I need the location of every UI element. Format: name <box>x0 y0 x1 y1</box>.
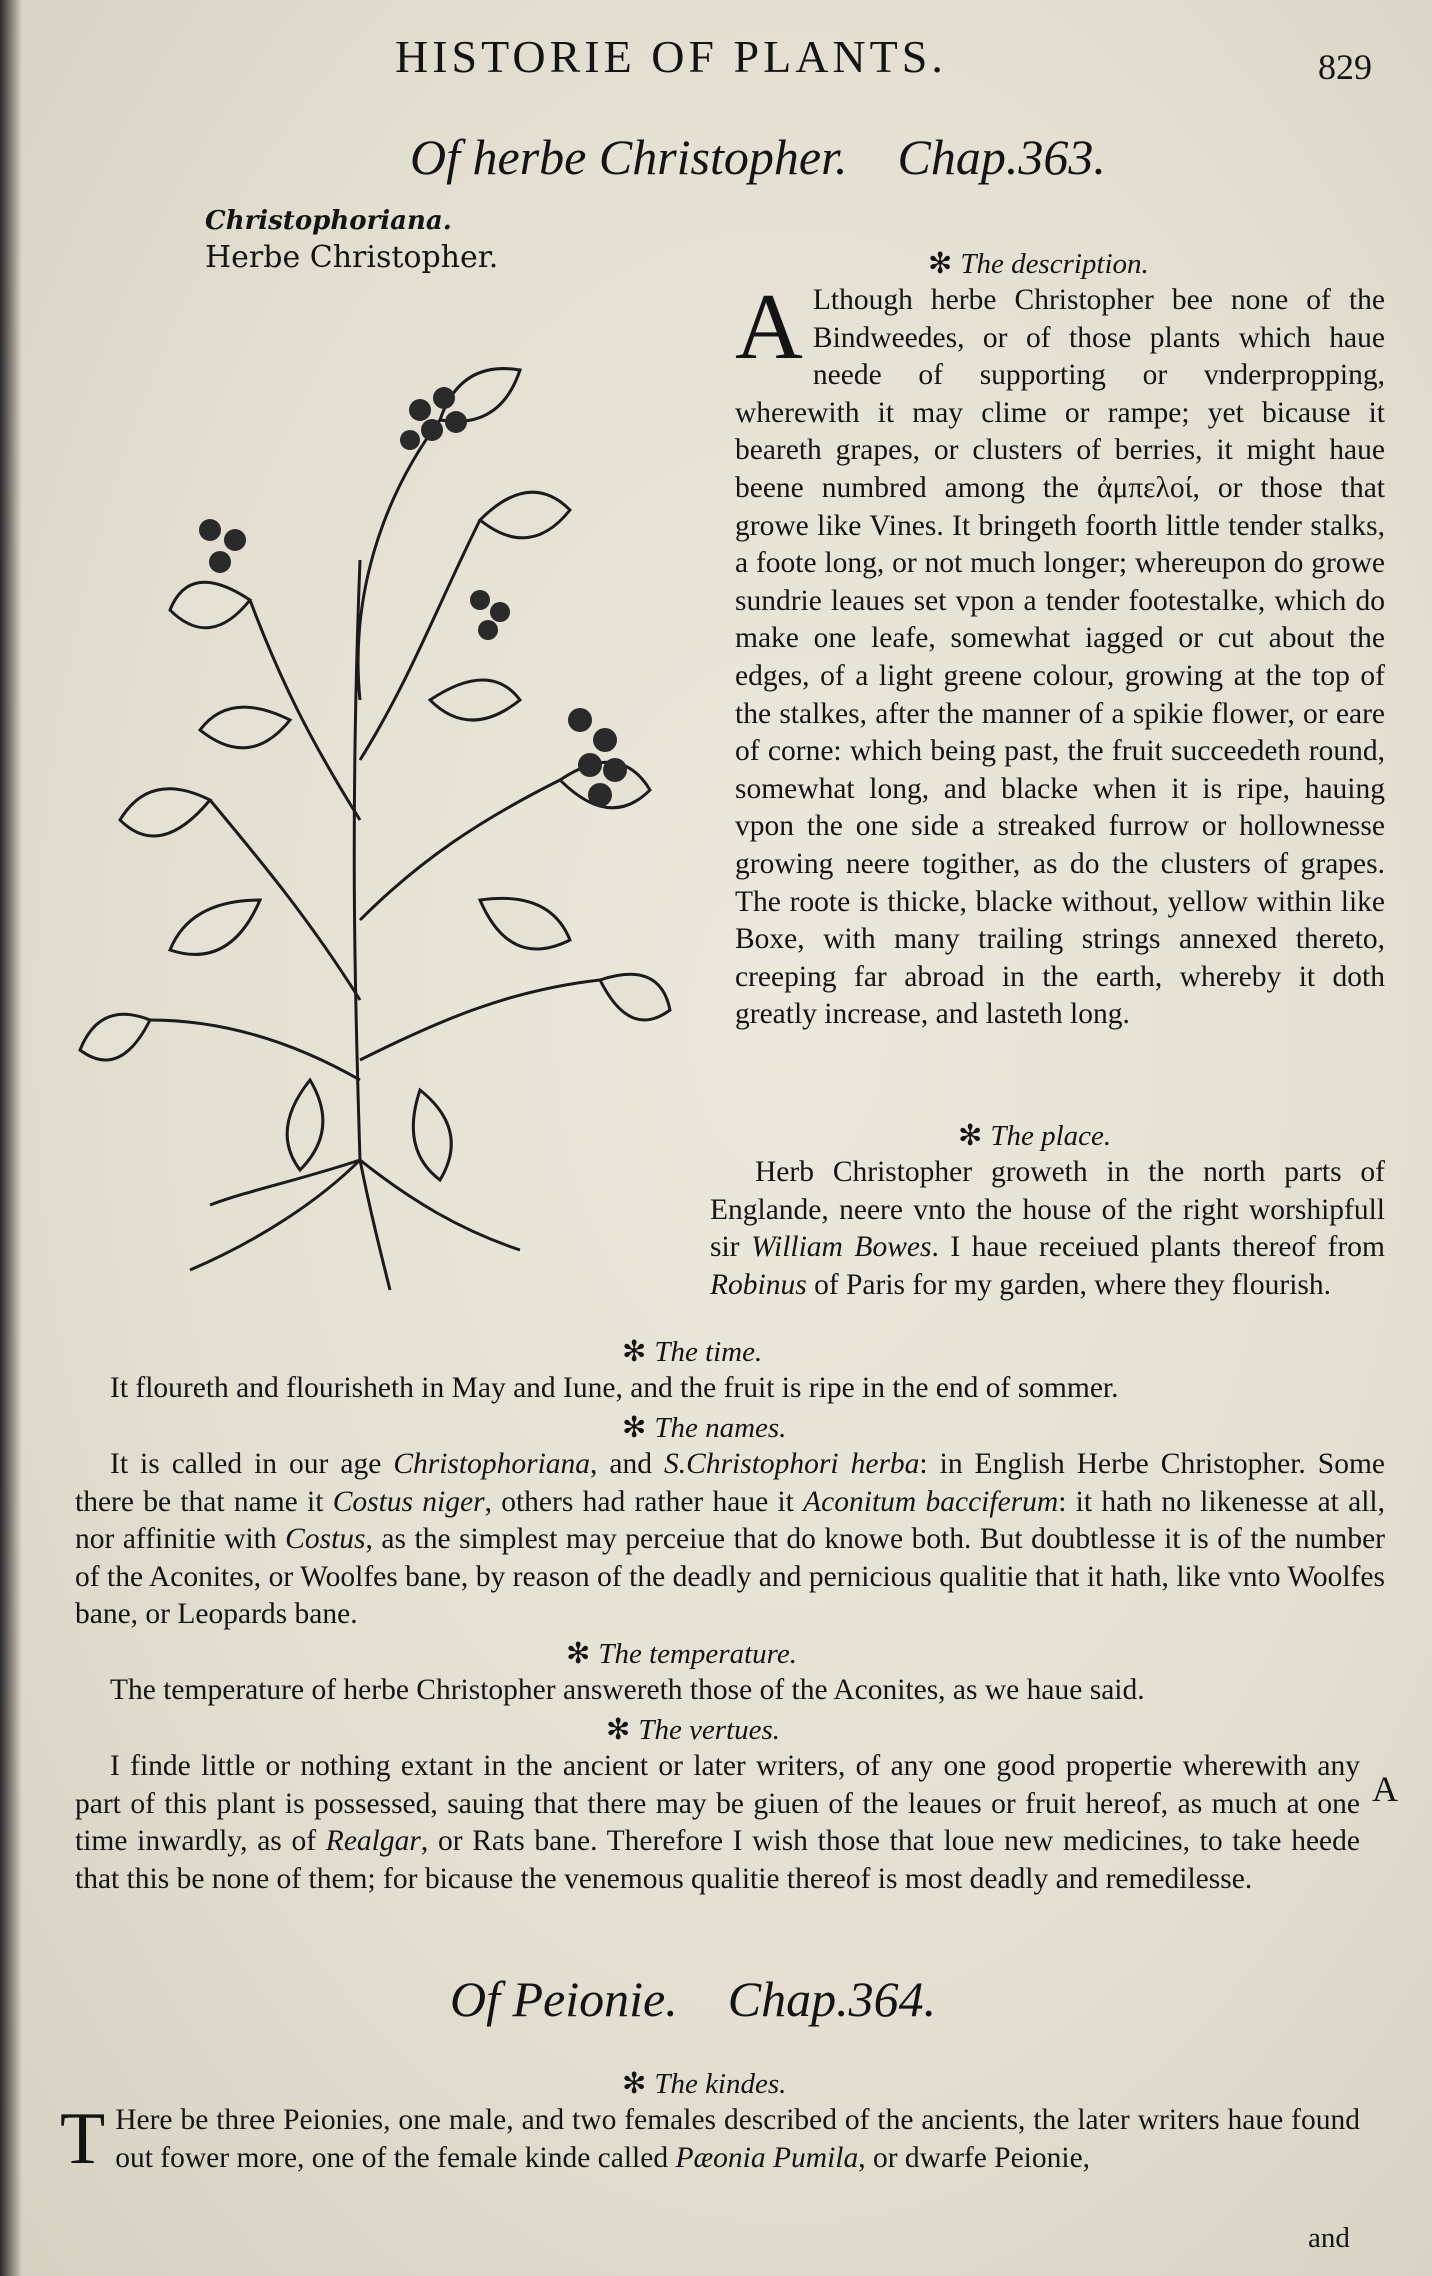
asterisk-icon: ✻ <box>622 2068 647 2100</box>
drop-cap-a: A <box>735 275 803 379</box>
kindes-heading: ✻ The kindes. <box>622 2068 787 2100</box>
margin-marker: A <box>1372 1769 1398 1809</box>
asterisk-icon: ✻ <box>566 1638 591 1670</box>
figure-label-latin: Christophoriana. <box>205 206 452 236</box>
asterisk-icon: ✻ <box>622 1412 647 1444</box>
page-number: 829 <box>1318 47 1372 87</box>
name-william-bowes: William Bowes <box>751 1231 932 1264</box>
temperature-heading: ✻ The temperature. <box>566 1638 797 1670</box>
name-robinus: Robinus <box>710 1268 807 1301</box>
place-heading: ✻ The place. <box>958 1120 1112 1152</box>
names-paragraph: It is called in our age Christophoriana, and S.Christophori herba: in English Herbe Christopher. Some there be that name it Costus niger, others had rather haue it Aconitum bacciferum: it hath no likenesse at all, nor affinitie with Costus, as the simplest may perceiue that do knowe both. But doubtlesse it is of the number of the Aconites, or Woolfes bane, by reason of the deadly and pernicious qualitie that it hath, like vnto Woolfes bane, or Leopards bane. <box>75 1448 1386 1631</box>
chapter-364-number: Chap.364. <box>727 1971 937 2027</box>
chapter-364-heading <box>450 1970 936 2028</box>
chapter-363-title: Of herbe Christopher. <box>410 129 848 185</box>
chapter-363-number: Chap.363. <box>897 129 1106 185</box>
description-heading: ✻ The description. <box>928 248 1149 280</box>
chapter-363-heading <box>410 128 1106 186</box>
names-heading: ✻ The names. <box>622 1412 787 1444</box>
vertues-paragraph: I finde little or nothing extant in the ancient or later writers, of any one good propertie wherewith any part of this plant is possessed, sauing that there may be giuen of the leaues or fruit hereof, as much at one time inwardly, as of Realgar, or Rats bane. Therefore I wish those that loue new medicines, to take heede that this be none of them; for bicause the venemous qualitie thereof is most deadly and remedilesse. <box>75 1750 1360 1895</box>
description-paragraph: A Lthough herbe Christopher bee none of the Bindweedes, or of those plants which haue neede of supporting or vnderpropping, wherewith it may clime or rampe; yet bicause it beareth grapes, or clusters of berries, it might haue beene numbred among the ἀμπελοί, or those that growe like Vines. It bringeth foorth little tender stalks, a foote long, or not much longer; whereupon do growe sundrie leaues set vpon a tender footestalke, which do make one leafe, somewhat iagged or cut about the edges, of a light greene colour, growing at the top of the stalkes, after the manner of a spikie flower, or eare of corne: which being past, the fruit succeedeth round, somewhat long, and blacke when it is ripe, hauing vpon the one side a streaked furrow or hollownesse growing neere togither, as do the clusters of grapes. The roote is thicke, blacke without, yellow within like Boxe, with many trailing strings annexed thereto, creeping far abroad in the earth, whereby it doth greatly increase, and lasteth long. <box>735 275 1385 1031</box>
greek-word: ἀμπελοί <box>1096 471 1193 504</box>
vertues-heading: ✻ The vertues. <box>606 1714 781 1746</box>
chapter-364-title: Of Peionie. <box>450 1971 678 2027</box>
asterisk-icon: ✻ <box>622 1336 647 1368</box>
asterisk-icon: ✻ <box>958 1120 983 1152</box>
figure-label-english: Herbe Christopher. <box>205 240 499 275</box>
drop-cap-t: T <box>60 2098 106 2180</box>
time-heading: ✻ The time. <box>622 1336 763 1368</box>
temperature-paragraph: The temperature of herbe Christopher answereth those of the Aconites, as we haue said. <box>110 1674 1145 1706</box>
kindes-paragraph: T Here be three Peionies, one male, and two females described of the ancients, the later writers haue found out fower more, one of the female kinde called Pæonia Pumila, or dwarfe Peionie, <box>60 2098 1360 2180</box>
running-title: HISTORIE OF PLANTS. <box>395 31 947 82</box>
binding-shadow <box>0 0 22 2276</box>
herbe-christopher-woodcut <box>60 300 680 1300</box>
asterisk-icon: ✻ <box>928 248 953 280</box>
asterisk-icon: ✻ <box>606 1714 631 1746</box>
time-paragraph: It floureth and flourisheth in May and Iune, and the fruit is ripe in the end of sommer. <box>110 1372 1119 1404</box>
place-paragraph: Herb Christopher groweth in the north parts of Englande, neere vnto the house of the right worshipfull sir William Bowes. I haue receiued plants thereof from Robinus of Paris for my garden, where they flourish. <box>710 1156 1385 1301</box>
catchword: and <box>1308 2222 1350 2254</box>
